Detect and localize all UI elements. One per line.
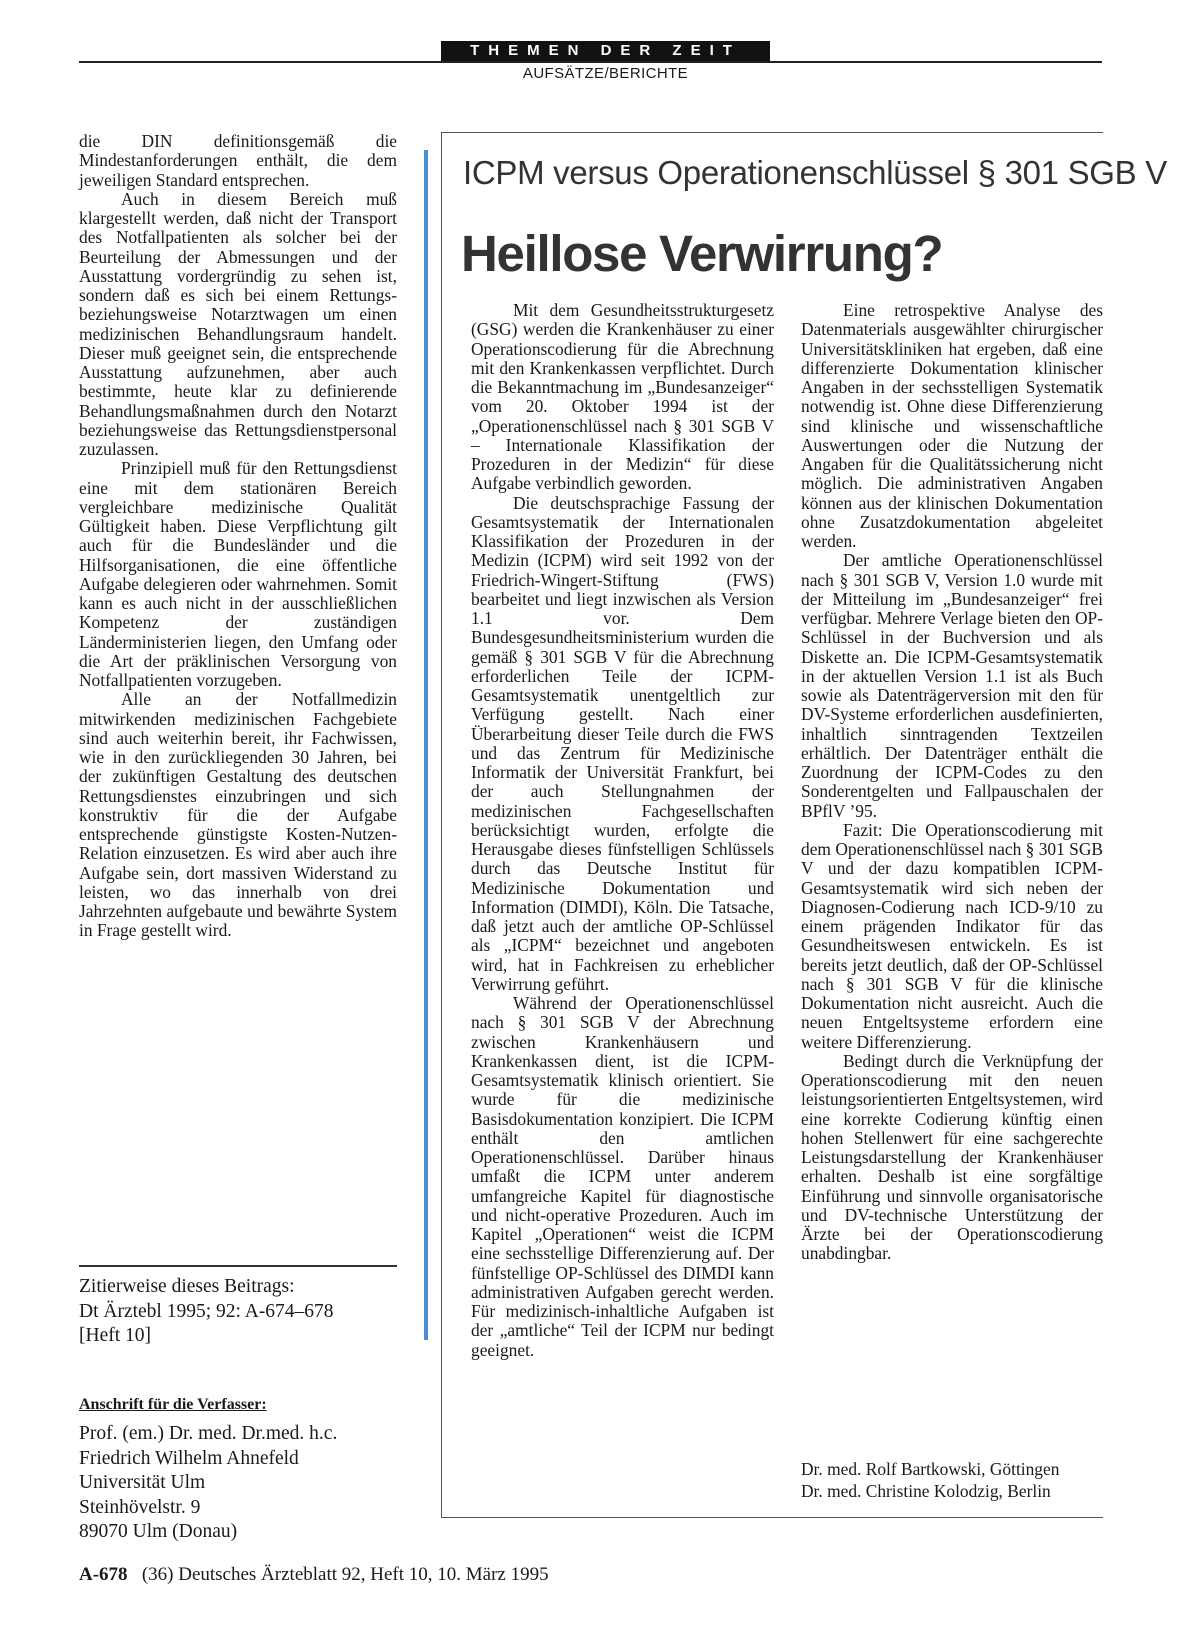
header-rule: [79, 61, 1102, 63]
issue-line: (36) Deutsches Ärzteblatt 92, Heft 10, 10. März 1995: [141, 1564, 549, 1585]
citation-line: Dt Ärztebl 1995; 92: A-674–678: [79, 1300, 334, 1322]
left-paragraph: Auch in diesem Bereich muß klargestellt werden, daß nicht der Transport des Notfallpatienten als solcher bei der Beurteilung der Abmessungen und der Ausstattung vordergründig zu sehen ist, sondern daß es sich bei einem Rettungs- beziehungsweise Notarztwagen um einen medizinischen Behandlungsraum handelt. Dieser muß geeignet sein, die entsprechende Ausstattung aufzunehmen, aber auch bestimmte, heute klar zu definierende Behandlungsmaßnahmen durch den Notarzt beziehungsweise das Rettungsdienstpersonal zuzulassen.: [79, 188, 397, 459]
address-line: Friedrich Wilhelm Ahnefeld: [79, 1447, 299, 1469]
article-accent-bar: [424, 150, 428, 1340]
article-paragraph: Die deutschsprachige Fassung der Gesamtsystematik der Internationalen Klassifikation der Prozeduren in der Medizin (ICPM) wird seit 1992 von der Friedrich-Wingert-Stiftung (FWS) bearbeitet und liegt inzwischen als Version 1.1 vor. Dem Bundesgesundheitsministerium wurden die gemäß § 301 SGB V für die Abrechnung erforderlichen Teile der ICPM-Gesamtsystematik unentgeltlich zur Verfügung gestellt. Nach einer Überarbeitung dieser Teile durch die FWS und das Zentrum für Medizinische Informatik der Universität Frankfurt, bei der auch Stellungnahmen der medizinischen Fachgesellschaften berücksichtigt wurden, erfolgte die Herausgabe dieses fünfstelligen Schlüssels durch das Deutsche Institut für Medizinische Dokumentation und Information (DIMDI), Köln. Die Tatsache, daß jetzt auch der amtliche OP-Schlüssel als „ICPM“ bezeichnet und angeboten wird, hat in Fachkreisen zu erheblicher Verwirrung geführt.: [471, 492, 774, 994]
left-column: [79, 132, 397, 941]
address-block: [79, 1422, 397, 1545]
address-line: Prof. (em.) Dr. med. Dr.med. h.c.: [79, 1423, 338, 1444]
left-paragraph: Alle an der Notfallmedizin mitwirkenden medizinischen Fachgebiete sind auch weiterhin bereit, ihr Fachwissen, wie in den zurückliegenden 30 Jahren, bei der zukünftigen Gestaltung des deutschen Rettungsdienstes einzubringen und sich konstruktiv für die der Aufgabe entsprechende günstigste Kosten-Nutzen-Relation einzusetzen. Es wird aber auch ihre Aufgabe sein, dort massiven Widerstand zu leisten, wo das innerhalb von drei Jahrzehnten aufgebaute und bewährte System in Frage gestellt wird.: [79, 689, 397, 941]
article-right-column: [801, 301, 1103, 1264]
left-paragraph: die DIN definitionsgemäß die Mindestanforderungen enthält, die dem jeweiligen Standard entsprechen.: [79, 131, 397, 190]
section-band: THEMEN DER ZEIT: [441, 41, 770, 61]
address-title: Anschrift für die Verfasser:: [79, 1396, 267, 1413]
article-paragraph: Der amtliche Operationenschlüssel nach § 301 SGB V, Version 1.0 wurde mit der Mitteilung im „Bundesanzeiger“ frei verfügbar. Mehrere Verlage bieten den OP-Schlüssel in der Buchversion und als Diskette an. Die ICPM-Gesamtsystematik in der aktuellen Version 1.1 ist als Buch sowie als Datenträgerversion mit den für DV-Systeme erforderlichen ausdefinierten, inhaltlich sinntragenden Textzeilen erhältlich. Der Datenträger enthält die Zuordnung der ICPM-Codes zu den Sonderentgelten und Fallpauschalen der BPflV ’95.: [801, 550, 1103, 821]
article-kicker: ICPM versus Operationenschlüssel § 301 SGB V: [463, 154, 1167, 191]
article-frame-bottom: [441, 1517, 1103, 1518]
author-signatures: [801, 1458, 1103, 1502]
article-headline: Heillose Verwirrung?: [461, 225, 943, 282]
article-middle-column: [471, 301, 774, 1360]
subsection-label: AUFSÄTZE/BERICHTE: [522, 65, 689, 82]
address-line: Steinhövelstr. 9: [79, 1496, 201, 1518]
citation-block: [79, 1275, 397, 1349]
citation-rule: [79, 1265, 397, 1267]
page-footer: [79, 1564, 779, 1586]
article-paragraph: Während der Operationenschlüssel nach § 301 SGB V der Abrechnung zwischen Krankenhäusern und Krankenkassen dient, ist die ICPM-Gesamtsystematik klinisch orientiert. Sie wurde für die medizinische Basisdokumentation konzipiert. Die ICPM enthält den amtlichen Operationenschlüssel. Darüber hinaus umfaßt die ICPM unter anderem umfangreiche Kapitel für diagnostische und nicht-operative Prozeduren. Auch im Kapitel „Operationen“ weist die ICPM eine sechsstellige Differenzierung auf. Der fünfstellige OP-Schlüssel des DIMDI kann administrativen Aufgaben gerecht werden. Für medizinisch-inhaltliche Aufgaben ist der „amtliche“ Teil der ICPM nur bedingt geeignet.: [471, 993, 774, 1360]
article-paragraph: Fazit: Die Operationscodierung mit dem Operationenschlüssel nach § 301 SGB V und der dazu kompatiblen ICPM-Gesamtsystematik wird sich neben der Diagnosen-Codierung nach ICD-9/10 zu einem prägenden Indikator für das Gesundheitswesen entwickeln. Es ist bereits jetzt deutlich, daß der OP-Schlüssel nach § 301 SGB V für die klinische Dokumentation nicht ausreicht. Auch die neuen Entgeltsysteme erfordern eine weitere Differenzierung.: [801, 819, 1103, 1052]
citation-line: [Heft 10]: [79, 1325, 152, 1346]
article-paragraph: Eine retrospektive Analyse des Datenmaterials ausgewählter chirurgischer Universitätskliniken hat ergeben, daß eine differenzierte Dokumentation klinischer Angaben in der sechsstelligen Systematik notwendig ist. Ohne diese Differenzierung sind klinische und wissenschaftliche Auswertungen oder die Nutzung der Angaben für die Qualitätssicherung nicht möglich. Die administrativen Angaben können aus der klinischen Dokumentation ohne Zusatzdokumentation abgeleitet werden.: [801, 300, 1103, 551]
address-line: Universität Ulm: [79, 1472, 206, 1494]
address-line: 89070 Ulm (Donau): [79, 1521, 238, 1543]
article-frame-top: [441, 132, 1103, 133]
page-number: A-678: [79, 1564, 128, 1585]
article-paragraph: Bedingt durch die Verknüpfung der Operationscodierung mit den neuen leistungsorientierten Entgeltsystemen, wird eine korrekte Codierung künftig einen hohen Stellenwert für eine sachgerechte Leistungsdarstellung der Krankenhäuser erhalten. Deshalb ist eine sorgfältige Einführung und sinnvolle organisatorische und DV-technische Unterstützung der Ärzte bei der Operationscodierung unabdingbar.: [801, 1050, 1103, 1264]
article-paragraph: Mit dem Gesundheitsstrukturgesetz (GSG) werden die Krankenhäuser zu einer Operationscodierung für die Abrechnung mit den Krankenkassen verpflichtet. Durch die Bekanntmachung im „Bundesanzeiger“ vom 20. Oktober 1994 ist der „Operationenschlüssel nach § 301 SGB V – Internationale Klassifikation der Prozeduren in der Medizin“ für diese Aufgabe verbindlich geworden.: [471, 300, 774, 494]
author-line: Dr. med. Rolf Bartkowski, Göttingen: [801, 1459, 1060, 1479]
article-frame-left: [441, 132, 442, 1518]
left-paragraph: Prinzipiell muß für den Rettungsdienst eine mit dem stationären Bereich vergleichbare medizinische Qualität Gültigkeit haben. Diese Verpflichtung gilt auch für die Bundesländer und die Hilfsorganisationen, die eine öffentliche Aufgabe delegieren oder wahrnehmen. Somit kann es auch nicht in der ausschließlichen Kompetenz der zuständigen Länderministerien liegen, den Umfang oder die Art der präklinischen Versorgung von Notfallpatienten vorzugeben.: [79, 458, 397, 690]
citation-line: Zitierweise dieses Beitrags:: [79, 1276, 295, 1297]
author-line: Dr. med. Christine Kolodzig, Berlin: [801, 1481, 1051, 1501]
